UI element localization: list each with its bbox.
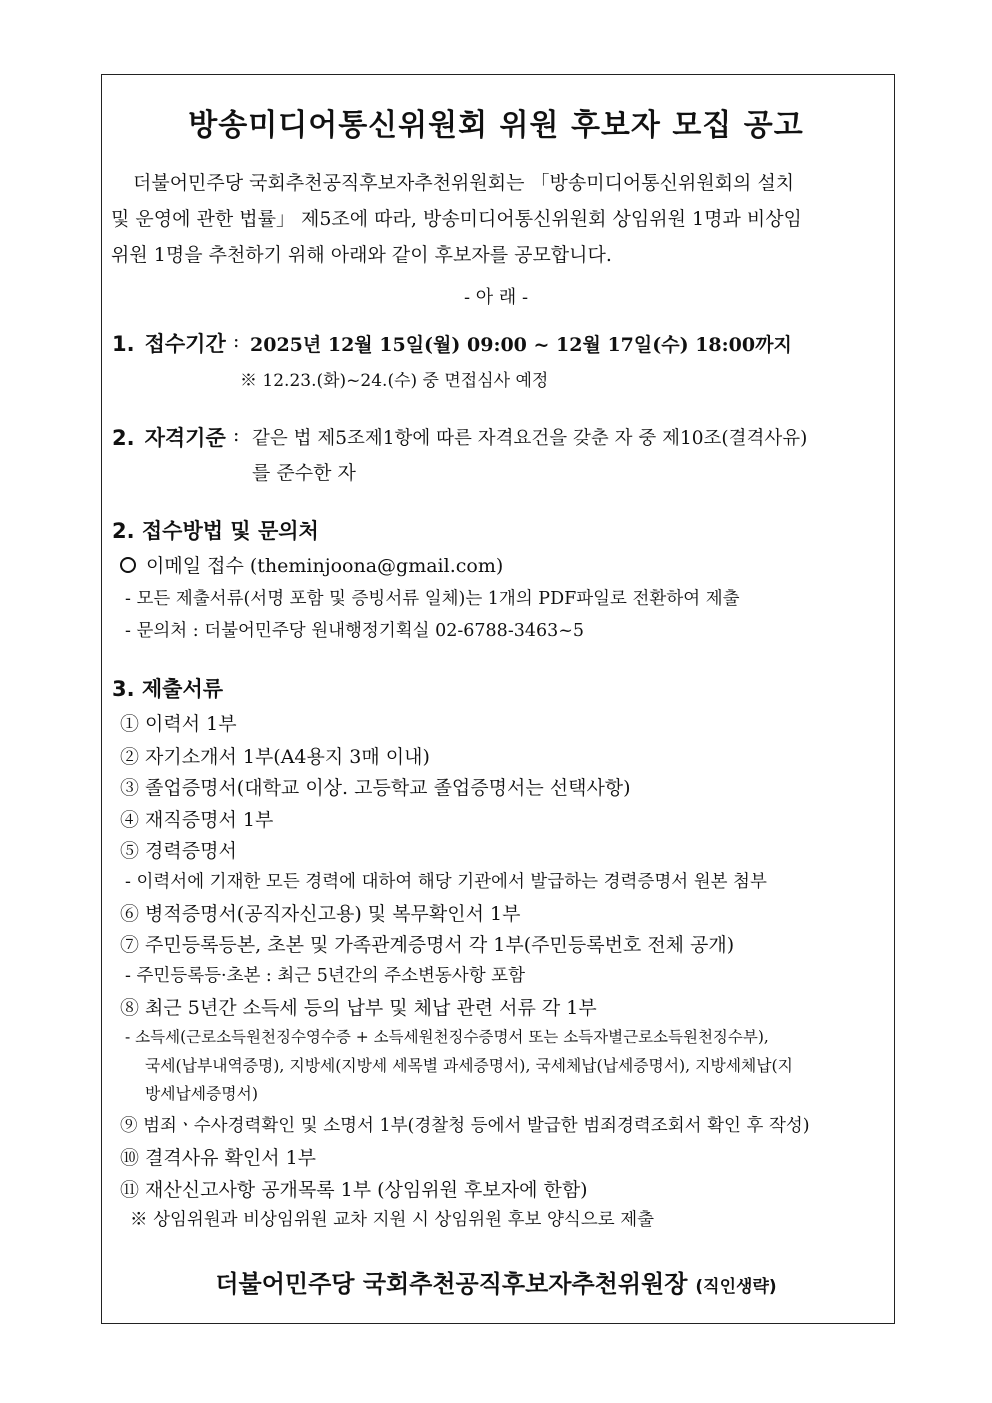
cross-apply-note: ※ 상임위원과 비상임위원 교차 지원 시 상임위원 후보 양식으로 제출	[130, 1210, 654, 1230]
doc-item-8-detail-1: - 소득세(근로소득원천징수영수증 + 소득세원천징수증명서 또는 소득자별근로소득원천징수부),	[125, 1028, 769, 1046]
notice-title: 방송미디어통신위원회 위원 후보자 모집 공고	[188, 108, 804, 143]
circle-bullet-icon	[120, 557, 136, 573]
issuer-name: 더불어민주당 국회추천공직후보자추천위원장	[215, 1270, 688, 1298]
seal-omitted-note: (직인생략)	[695, 1277, 777, 1297]
section-1-heading	[112, 328, 226, 358]
doc-item-6: ⑥ 병적증명서(공직자신고용) 및 복무확인서 1부	[120, 903, 521, 925]
doc-item-5: ⑤ 경력증명서	[120, 840, 237, 862]
doc-item-5-detail: - 이력서에 기재한 모든 경력에 대하여 해당 기관에서 발급하는 경력증명서 원본 첨부	[125, 872, 767, 892]
doc-item-7-detail: - 주민등록등·초본 : 최근 5년간의 주소변동사항 포함	[125, 966, 525, 986]
doc-item-11: ⑪ 재산신고사항 공개목록 1부 (상임위원 후보자에 한함)	[120, 1179, 588, 1201]
intro-line-3: 위원 1명을 추천하기 위해 아래와 같이 후보자를 공모합니다.	[111, 244, 612, 266]
section-2-value-2: 를 준수한 자	[252, 462, 356, 484]
doc-item-9: ⑨ 범죄ㆍ수사경력확인 및 소명서 1부(경찰청 등에서 발급한 범죄경력조회서 확인 후 작성)	[120, 1116, 810, 1136]
doc-item-4: ④ 재직증명서 1부	[120, 809, 274, 831]
doc-item-8-detail-2: 국세(납부내역증명), 지방세(지방세 세목별 과세증명서), 국세체납(납세증명서), 지방세체납(지	[145, 1056, 793, 1075]
section-1-note: ※ 12.23.(화)~24.(수) 중 면접심사 예정	[240, 371, 549, 391]
section-2-heading	[112, 422, 226, 452]
section-1-colon: :	[233, 330, 240, 352]
section-2-number: 2.	[112, 426, 135, 450]
ara-divider: - 아 래 -	[463, 287, 529, 308]
section-1-number: 1.	[112, 332, 135, 356]
doc-item-8: ⑧ 최근 5년간 소득세 등의 납부 및 체납 관련 서류 각 1부	[120, 997, 597, 1019]
intro-paragraph	[111, 165, 885, 273]
section-1-label: 접수기간	[144, 332, 226, 356]
doc-item-10: ⑩ 결격사유 확인서 1부	[120, 1147, 317, 1169]
contact-info: - 문의처 : 더불어민주당 원내행정기획실 02-6788-3463~5	[125, 621, 585, 641]
section-3-heading: 2. 접수방법 및 문의처	[112, 519, 319, 543]
doc-item-3: ③ 졸업증명서(대학교 이상. 고등학교 졸업증명서는 선택사항)	[120, 777, 631, 799]
intro-line-2: 및 운영에 관한 법률」 제5조에 따라, 방송미디어통신위원회 상임위원 1명과 비상임	[111, 208, 802, 230]
issuer-signature	[0, 1264, 992, 1299]
doc-item-7: ⑦ 주민등록등본, 초본 및 가족관계증명서 각 1부(주민등록번호 전체 공개)	[120, 934, 735, 956]
intro-line-1: 더불어민주당 국회추천공직후보자추천위원회는 「방송미디어통신위원회의 설치	[133, 172, 795, 194]
section-4-heading: 3. 제출서류	[112, 677, 224, 701]
submit-format-note: - 모든 제출서류(서명 포함 및 증빙서류 일체)는 1개의 PDF파일로 전환하여 제출	[125, 589, 740, 609]
section-2-label: 자격기준	[144, 426, 226, 450]
email-line: 이메일 접수 (theminjoona@gmail.com)	[120, 551, 503, 578]
doc-item-2: ② 자기소개서 1부(A4용지 3매 이내)	[120, 746, 430, 768]
section-2-value-1: 같은 법 제5조제1항에 따른 자격요건을 갖춘 자 중 제10조(결격사유)	[252, 428, 808, 449]
section-2-colon: :	[233, 424, 240, 446]
doc-item-8-detail-3: 방세납세증명서)	[145, 1084, 258, 1103]
doc-item-1: ① 이력서 1부	[120, 713, 237, 735]
section-1-value: 2025년 12월 15일(월) 09:00 ~ 12월 17일(수) 18:00까지	[250, 334, 792, 356]
